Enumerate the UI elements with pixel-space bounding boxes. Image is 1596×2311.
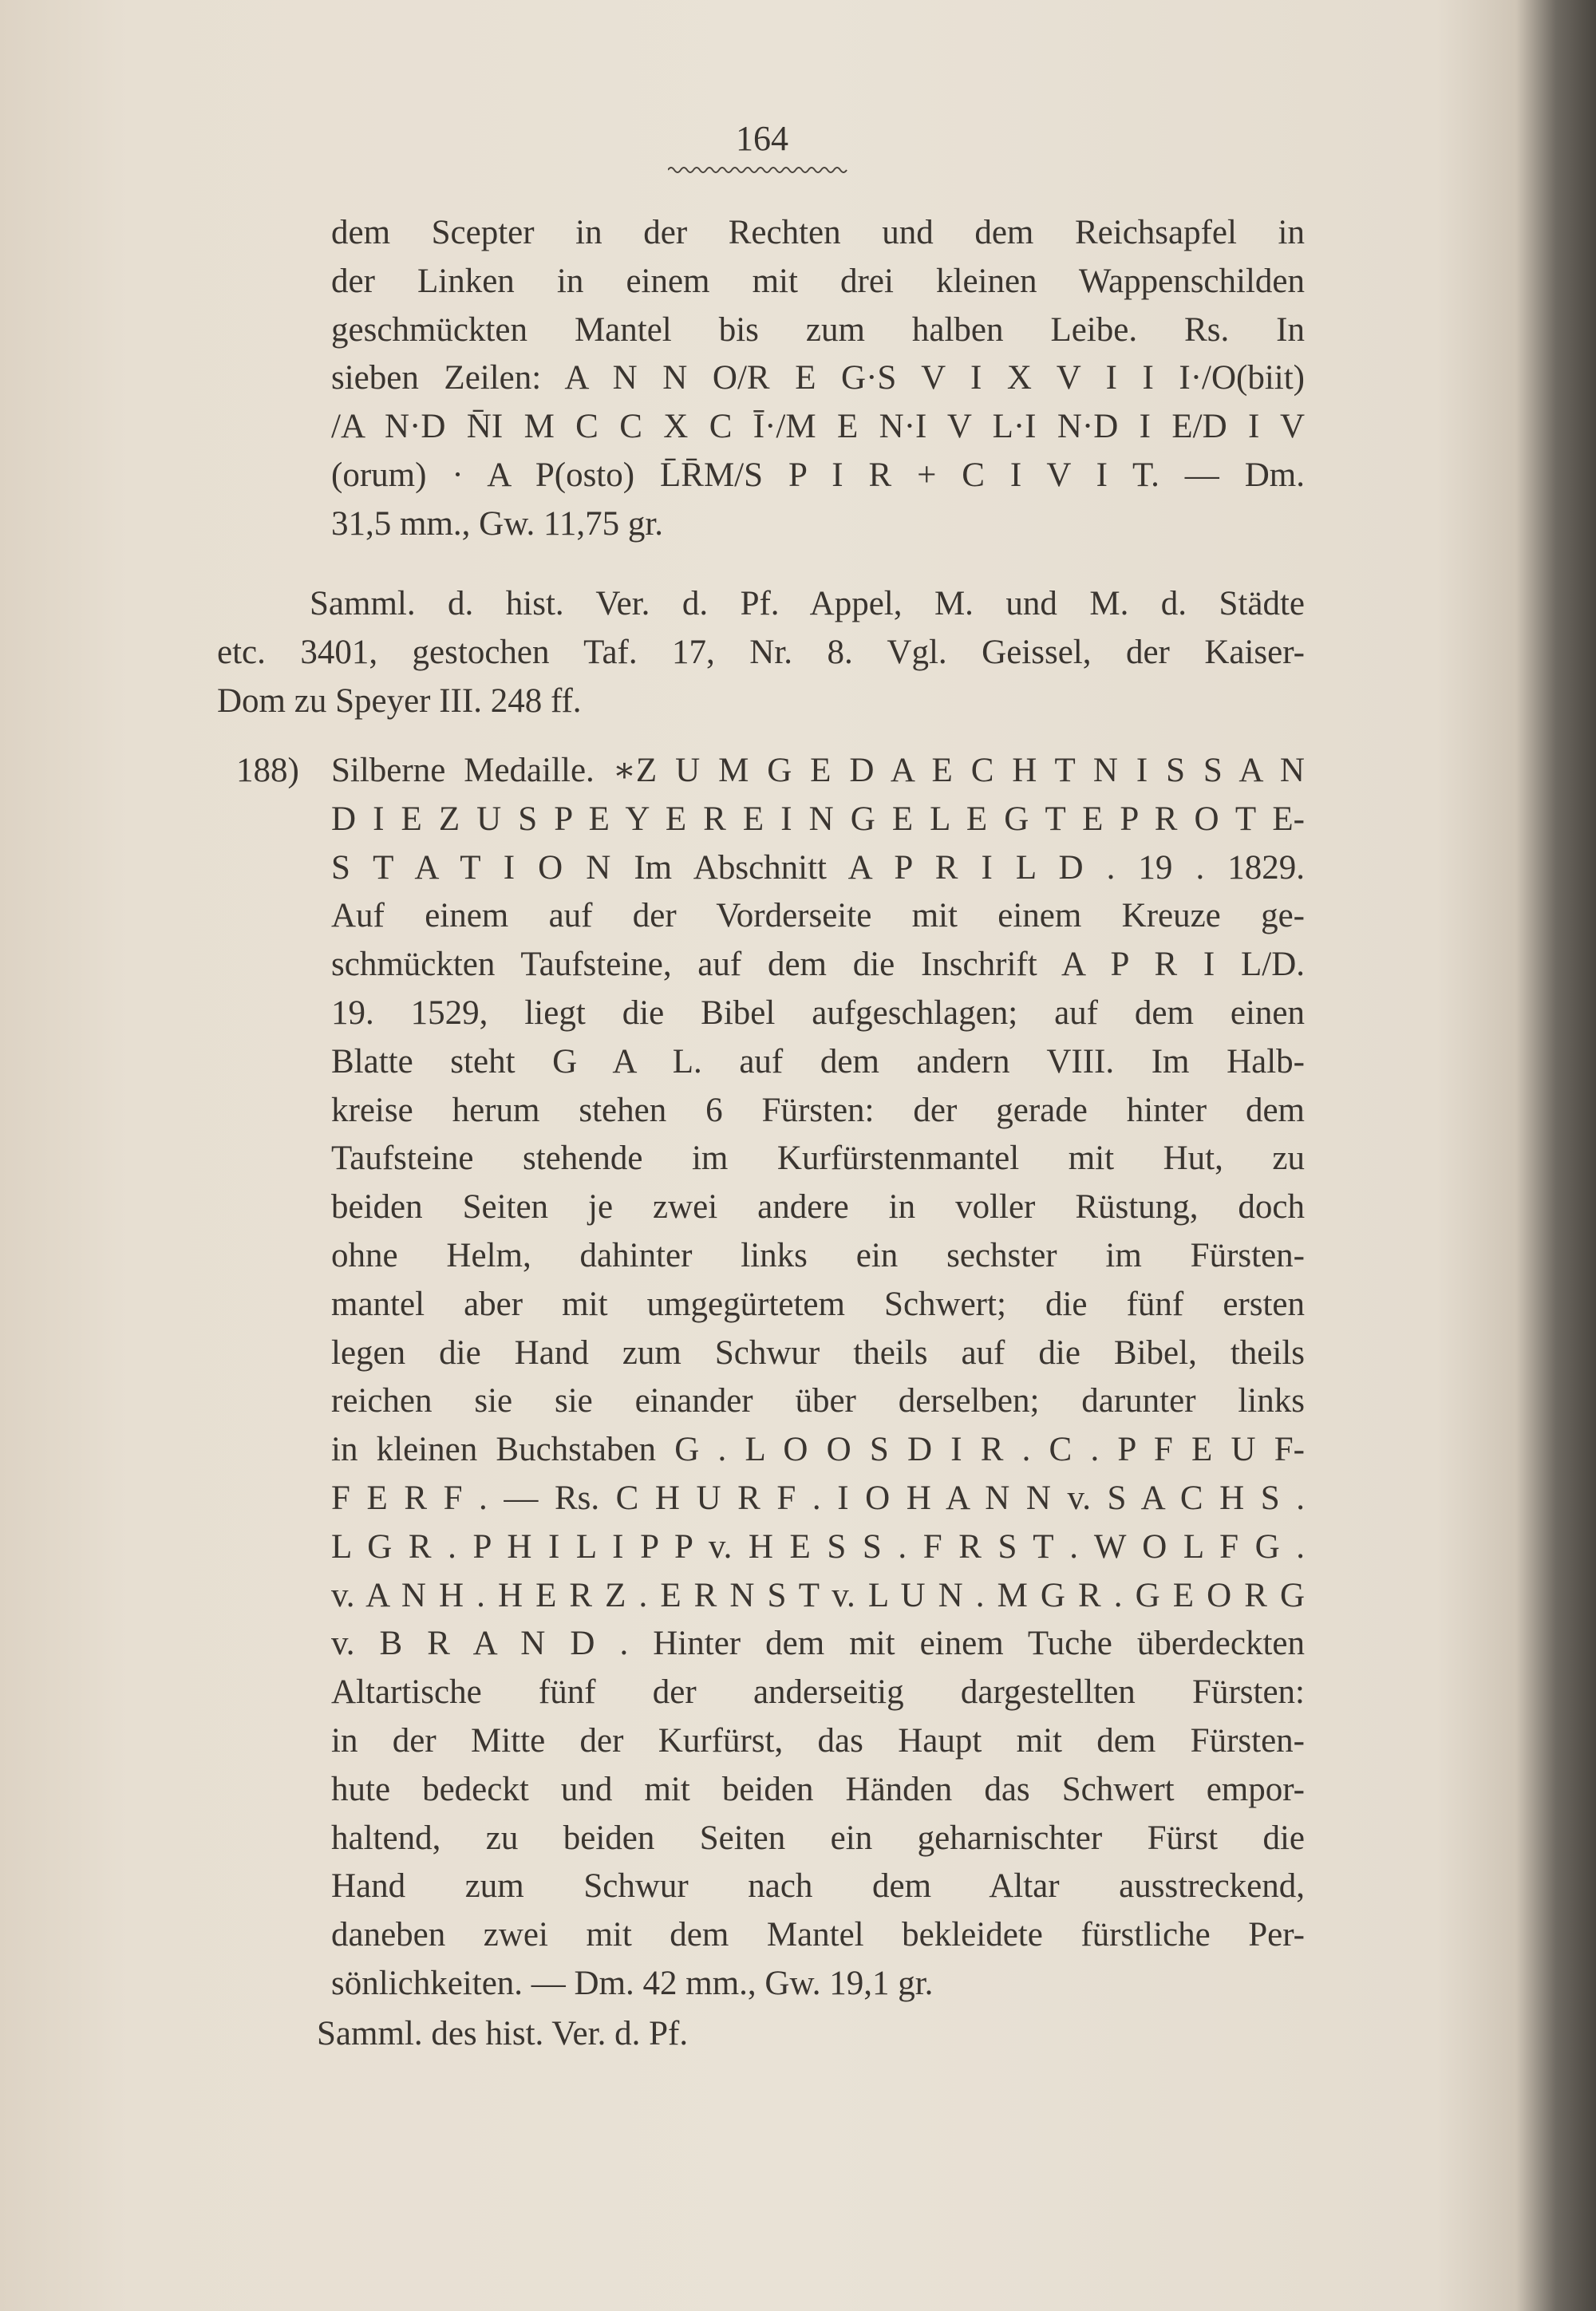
text-line: Blatte steht G A L. auf dem andern VIII. Im Halb- <box>331 1042 1305 1080</box>
text-line: Dom zu Speyer III. 248 ff. <box>217 681 582 720</box>
text-line: in der Mitte der Kurfürst, das Haupt mit dem Fürsten- <box>331 1721 1305 1760</box>
text-line: kreise herum stehen 6 Fürsten: der gerade hinter dem <box>331 1091 1305 1129</box>
text-line: 19. 1529, liegt die Bibel aufgeschlagen; auf dem einen <box>331 994 1305 1032</box>
reference-paragraph <box>217 580 1305 725</box>
text-line: S T A T I O N Im Abschnitt A P R I L D . 19 . 1829. <box>331 848 1305 887</box>
text-line: reichen sie sie einander über derselben; darunter links <box>331 1382 1305 1420</box>
text-line: legen die Hand zum Schwur theils auf die Bibel, theils <box>331 1333 1305 1372</box>
text-line: 31,5 mm., Gw. 11,75 gr. <box>331 504 664 543</box>
text-line: in kleinen Buchstaben G . L O O S D I R . C . P F E U F- <box>331 1431 1305 1469</box>
text-line: Samml. des hist. Ver. d. Pf. <box>317 2015 689 2052</box>
collection-reference <box>317 2010 1290 2059</box>
text-line: F E R F . — Rs. C H U R F . I O H A N N v. S A C H S . <box>331 1479 1305 1517</box>
text-line: mantel aber mit umgegürtetem Schwert; die fünf ersten <box>331 1285 1305 1323</box>
text-line: dem Scepter in der Rechten und dem Reichsapfel in <box>331 214 1305 251</box>
text-line: (orum) · A P(osto) L̄R̄M/S P I R + C I V I T. — Dm. <box>331 456 1305 494</box>
continued-description-paragraph <box>331 209 1305 549</box>
page-number: 164 <box>736 119 788 158</box>
text-line: Hand zum Schwur nach dem Altar ausstreckend, <box>331 1867 1305 1906</box>
item-188-description <box>331 747 1305 2009</box>
text-line: v. A N H . H E R Z . E R N S T v. L U N . M G R . G E O R G <box>331 1576 1305 1614</box>
text-line: L G R . P H I L I P P v. H E S S . F R S T . W O L F G . <box>331 1527 1305 1566</box>
text-line: Altartische fünf der anderseitig dargestellten Fürsten: <box>331 1673 1305 1712</box>
text-line: Auf einem auf der Vorderseite mit einem Kreuze ge- <box>331 897 1305 935</box>
text-line: Taufsteine stehende im Kurfürstenmantel mit Hut, zu <box>331 1140 1305 1178</box>
text-line: beiden Seiten je zwei andere in voller Rüstung, doch <box>331 1188 1305 1227</box>
text-line: der Linken in einem mit drei kleinen Wappenschilden <box>331 262 1305 300</box>
text-line: D I E Z U S P E Y E R E I N G E L E G T E P R O T E- <box>331 800 1305 838</box>
text-line: schmückten Taufsteine, auf dem die Inschrift A P R I L/D. <box>331 946 1305 984</box>
text-line: /A N·D N̄I M C C X C Ī·/M E N·I V L·I N·D I E/D I V <box>331 408 1305 446</box>
decorative-wavy-rule <box>668 164 847 176</box>
text-line: hute bedeckt und mit beiden Händen das Schwert empor- <box>331 1770 1305 1808</box>
text-line: geschmückten Mantel bis zum halben Leibe. Rs. In <box>331 310 1305 349</box>
text-line: Samml. d. hist. Ver. d. Pf. Appel, M. und M. d. Städte <box>310 585 1305 622</box>
text-line: sönlichkeiten. — Dm. 42 mm., Gw. 19,1 gr. <box>331 1964 934 2002</box>
text-line: ohne Helm, dahinter links ein sechster im Fürsten- <box>331 1236 1305 1274</box>
text-line: haltend, zu beiden Seiten ein geharnischter Fürst die <box>331 1819 1305 1857</box>
text-line: etc. 3401, gestochen Taf. 17, Nr. 8. Vgl. Geissel, der Kaiser- <box>217 633 1305 671</box>
text-line: v. B R A N D . Hinter dem mit einem Tuche überdeckten <box>331 1625 1305 1663</box>
item-number: 188) <box>236 752 299 789</box>
text-line: Silberne Medaille. ∗Z U M G E D A E C H T N I S S A N <box>331 752 1305 789</box>
text-line: sieben Zeilen: A N N O/R E G·S V I X V I I I·/O(biit) <box>331 359 1305 397</box>
text-line: daneben zwei mit dem Mantel bekleidete fürstliche Per- <box>331 1916 1305 1954</box>
